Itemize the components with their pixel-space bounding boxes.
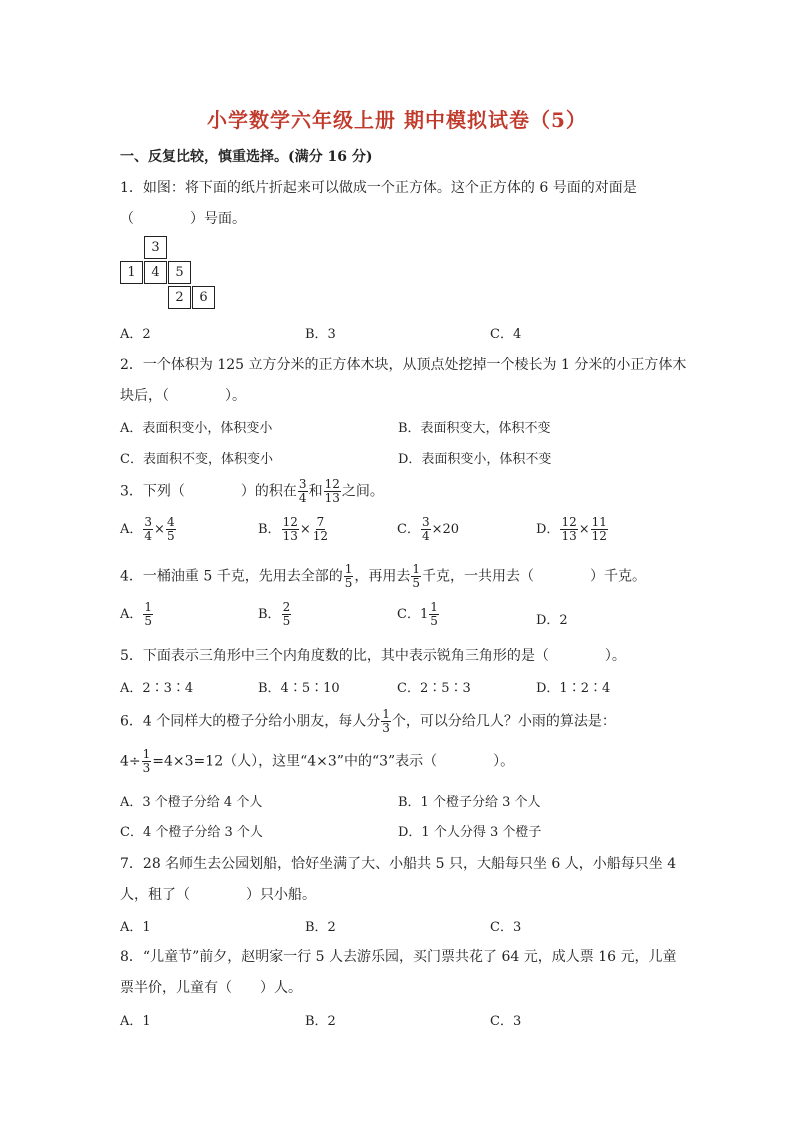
q1-option-b[interactable]: B．3 — [305, 327, 336, 342]
numerator: 3 — [144, 515, 153, 529]
q6-option-d[interactable]: D．1 个人分得 3 个橙子 — [398, 825, 542, 840]
question-6-text — [120, 708, 616, 735]
numerator: 2 — [282, 600, 291, 614]
q5-option-c[interactable]: C．2∶5∶3 — [397, 681, 471, 696]
q4-text-mid: ，再用去 — [354, 568, 411, 585]
whole-part: 1 — [419, 607, 429, 622]
fraction — [282, 601, 292, 628]
fraction — [312, 516, 329, 543]
option-label: A． — [120, 607, 143, 622]
net-cell-2: 2 — [168, 286, 191, 309]
denominator: 13 — [561, 529, 577, 543]
q6-line2-post: =4×3=12（人），这里“4×3”中的“3”表示（ ）。 — [152, 753, 515, 770]
fraction — [142, 748, 152, 775]
q1-option-c[interactable]: C．4 — [490, 327, 522, 342]
option-label: B． — [258, 607, 281, 622]
q3-text-mid: 和 — [308, 483, 323, 500]
q2-option-d[interactable]: D．表面积变小，体积不变 — [398, 452, 552, 467]
fraction — [429, 601, 439, 628]
numerator: 1 — [144, 600, 153, 614]
question-1-text-2: （ ）号面。 — [120, 211, 246, 227]
q8-option-a[interactable]: A．1 — [120, 1014, 151, 1029]
numerator: 1 — [344, 562, 353, 576]
q4-text-pre: 4．一桶油重 5 千克，先用去全部的 — [120, 568, 343, 585]
operator: × — [154, 522, 165, 537]
operator: × — [299, 522, 311, 537]
question-8-text-2: 票半价，儿童有（ ）人。 — [120, 980, 302, 996]
fraction — [560, 516, 577, 543]
net-cell-5: 5 — [168, 261, 191, 284]
operator: × — [578, 522, 590, 537]
q3-option-a[interactable] — [120, 516, 177, 543]
numerator: 3 — [421, 515, 430, 529]
mixed-number — [420, 601, 440, 628]
q6-option-a[interactable]: A．3 个橙子分给 4 个人 — [120, 795, 263, 810]
operator: ×20 — [431, 522, 460, 537]
net-cell-4: 4 — [144, 261, 167, 284]
question-1-text: 1．如图：将下面的纸片折起来可以做成一个正方体。这个正方体的 6 号面的对面是 — [120, 180, 637, 196]
denominator: 3 — [142, 761, 151, 775]
q7-option-b[interactable]: B．2 — [305, 920, 336, 935]
q7-option-a[interactable]: A．1 — [120, 920, 151, 935]
numerator: 12 — [282, 515, 298, 529]
fraction — [166, 516, 176, 543]
question-5-text: 5．下面表示三角形中三个内角度数的比，其中表示锐角三角形的是（ ）。 — [120, 648, 626, 664]
q3-text-pre: 3．下列（ ）的积在 — [120, 483, 297, 500]
q5-option-b[interactable]: B．4∶5∶10 — [258, 681, 340, 696]
numerator: 12 — [561, 515, 577, 529]
fraction — [143, 601, 153, 628]
q6-text-pre: 6．4 个同样大的橙子分给小朋友，每人分 — [120, 713, 381, 730]
q3-text-post: 之间。 — [341, 483, 384, 500]
numerator: 3 — [298, 477, 307, 491]
net-cell-3: 3 — [144, 236, 167, 259]
question-6-text-2 — [120, 748, 514, 775]
q6-text-post: 个，可以分给几人？小雨的算法是： — [391, 713, 616, 730]
q6-line2-pre: 4÷ — [120, 753, 141, 770]
fraction — [324, 478, 341, 505]
denominator: 5 — [430, 614, 438, 628]
q4-option-a[interactable] — [120, 601, 154, 628]
question-7-text-2: 人，租了（ ）只小船。 — [120, 887, 316, 903]
numerator: 1 — [412, 562, 420, 576]
q3-option-d[interactable] — [536, 516, 609, 543]
q6-option-b[interactable]: B．1 个橙子分给 3 个人 — [398, 795, 541, 810]
numerator: 7 — [316, 515, 325, 529]
denominator: 12 — [591, 529, 607, 543]
q6-option-c[interactable]: C．4 个橙子分给 3 个人 — [120, 825, 263, 840]
option-label: A． — [120, 522, 143, 537]
denominator: 13 — [324, 491, 340, 505]
q7-option-c[interactable]: C．3 — [490, 920, 522, 935]
denominator: 3 — [382, 721, 390, 735]
fraction — [411, 563, 421, 590]
section-heading: 一、反复比较，慎重选择。(满分 16 分) — [120, 149, 373, 165]
option-label: C． — [397, 522, 420, 537]
q2-option-b[interactable]: B．表面积变大，体积不变 — [398, 421, 551, 436]
q4-option-d[interactable]: D．2 — [536, 613, 568, 628]
cube-net-figure — [120, 236, 220, 310]
question-2-text-2: 块后，（ ）。 — [120, 388, 246, 404]
question-8-text: 8．“儿童节”前夕，赵明家一行 5 人去游乐园，买门票共花了 64 元，成人票 16 元，儿童 — [120, 949, 677, 965]
page-title: 小学数学六年级上册 期中模拟试卷（5） — [207, 108, 587, 132]
fraction — [298, 478, 308, 505]
q4-option-c[interactable] — [397, 601, 440, 628]
net-cell-1: 1 — [120, 261, 143, 284]
option-label: C． — [397, 607, 420, 622]
question-2-text: 2．一个体积为 125 立方分米的正方体木块，从顶点处挖掉一个棱长为 1 分米的小正方体木 — [120, 357, 687, 373]
denominator: 4 — [298, 491, 307, 505]
fraction — [344, 563, 354, 590]
denominator: 12 — [312, 529, 329, 543]
option-label: D． — [536, 522, 560, 537]
numerator: 4 — [166, 515, 175, 529]
option-label: B． — [258, 522, 281, 537]
numerator: 1 — [382, 707, 390, 721]
net-cell-6: 6 — [192, 286, 215, 309]
fraction — [591, 516, 608, 543]
denominator: 5 — [166, 529, 175, 543]
q4-text-post: 千克，一共用去（ ）千克。 — [422, 568, 646, 585]
question-4-text — [120, 563, 646, 590]
question-3-text — [120, 478, 384, 505]
q3-option-c[interactable] — [397, 516, 459, 543]
q2-option-a[interactable]: A．表面积变小，体积变小 — [120, 421, 273, 436]
denominator: 5 — [282, 614, 291, 628]
denominator: 13 — [282, 529, 298, 543]
numerator: 11 — [591, 515, 607, 529]
q5-option-d[interactable]: D．1∶2∶4 — [536, 681, 611, 696]
q3-option-b[interactable] — [258, 516, 330, 543]
question-7-text: 7．28 名师生去公园划船，恰好坐满了大、小船共 5 只，大船每只坐 6 人，小船每只坐 4 — [120, 856, 677, 872]
numerator: 1 — [142, 747, 151, 761]
q8-option-b[interactable]: B．2 — [305, 1014, 336, 1029]
denominator: 5 — [144, 614, 153, 628]
fraction — [143, 516, 153, 543]
q2-option-c[interactable]: C．表面积不变，体积变小 — [120, 452, 273, 467]
denominator: 4 — [421, 529, 430, 543]
fraction — [421, 516, 431, 543]
q1-option-a[interactable]: A．2 — [120, 327, 151, 342]
q4-option-b[interactable] — [258, 601, 292, 628]
denominator: 5 — [412, 576, 420, 590]
denominator: 5 — [344, 576, 353, 590]
q5-option-a[interactable]: A．2∶3∶4 — [120, 681, 194, 696]
numerator: 1 — [430, 600, 438, 614]
denominator: 4 — [144, 529, 153, 543]
fraction — [282, 516, 299, 543]
numerator: 12 — [324, 477, 340, 491]
q8-option-c[interactable]: C．3 — [490, 1014, 522, 1029]
fraction — [381, 708, 391, 735]
